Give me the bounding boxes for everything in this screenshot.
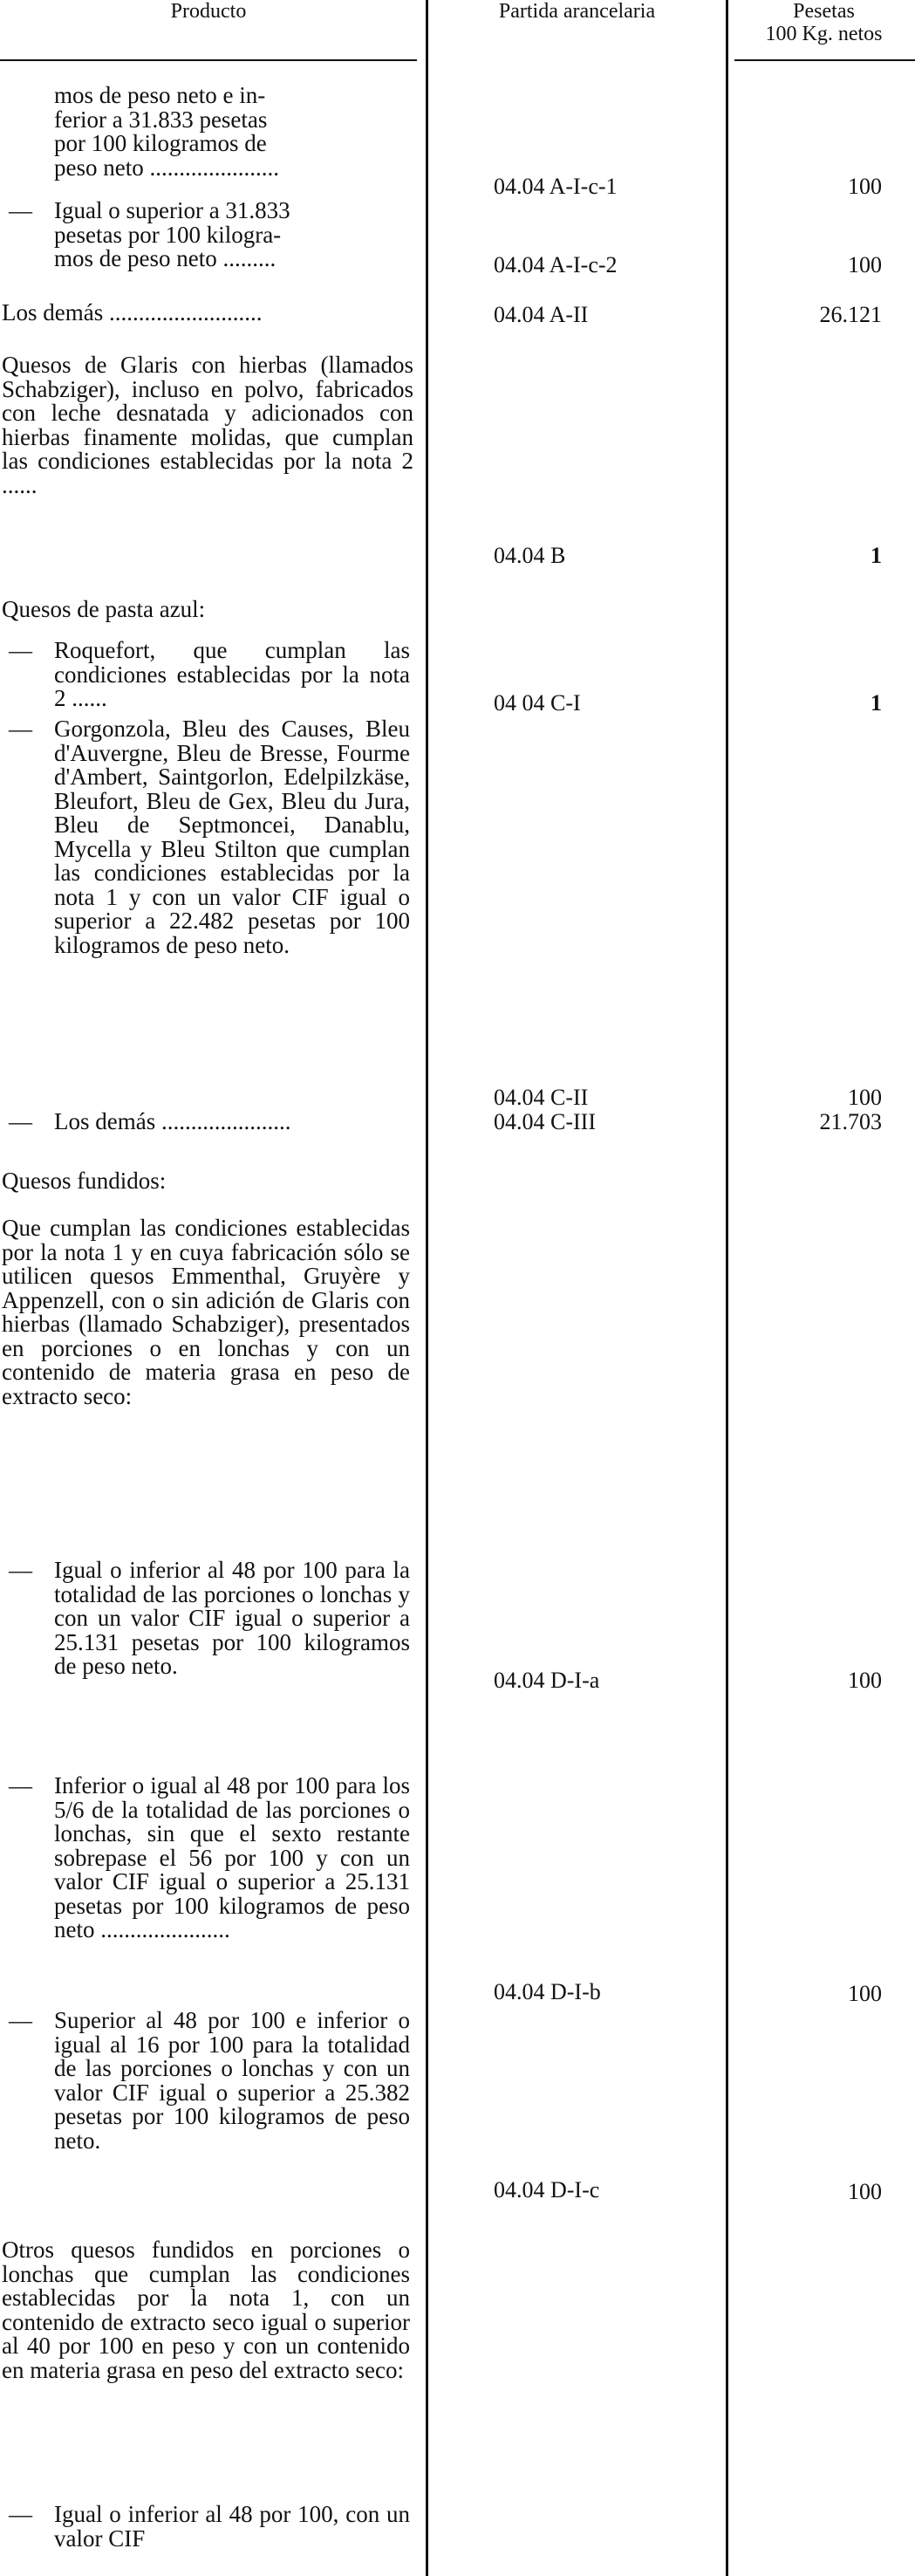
tariff-code: 04.04 A-I-c-1	[494, 174, 618, 199]
header-rate-line1: Pesetas	[793, 0, 855, 23]
dash-marker: —	[9, 637, 32, 663]
product-text: — Inferior o igual al 48 por 100 para los 5/6 de la totalidad de las porciones o lonchas, sin que el sexto restante sobrepase el 56 por 100 y con un valor CIF igual o superior a 25.131 pesetas por 100 kilogramos de peso neto ......................	[9, 1772, 410, 1942]
tariff-code: 04.04 B	[494, 543, 566, 568]
dash-marker: —	[9, 1108, 32, 1134]
dash-marker: —	[9, 2007, 32, 2033]
tariff-code: 04.04 A-II	[494, 302, 589, 327]
rate-value: 100	[848, 1668, 882, 1693]
product-text: — Gorgonzola, Bleu des Causes, Bleu d'Auvergne, Bleu de Bresse, Fourme d'Ambert, Saintgorlon, Edelpilzkäse, Bleufort, Bleu de Gex, Bleu du Jura, Bleu de Septmoncei, Danablu, Mycella y Bleu Stilton que cumplan las condiciones establecidas por la nota 1 y con un valor CIF igual o superior a 22.482 pesetas por 100 kilogramos de peso neto.	[9, 716, 410, 958]
product-text: — Los demás ......................	[9, 1108, 291, 1134]
column-divider-1	[426, 0, 428, 2576]
dash-marker: —	[9, 1772, 32, 1798]
dash-marker: —	[9, 197, 32, 223]
tariff-code: 04.04 D-I-c	[494, 2177, 600, 2203]
header-rate	[733, 0, 915, 45]
header-rate-line2: 100 Kg. netos	[765, 23, 883, 45]
header-tariff: Partida arancelaria	[498, 0, 656, 23]
product-text: mos de peso neto e in- ferior a 31.833 pesetas por 100 kilogramos de peso neto ......................	[54, 82, 279, 181]
product-text: — Igual o superior a 31.833 pesetas por 100 kilogra- mos de peso neto .........	[9, 197, 290, 271]
product-text: Otros quesos fundidos en porciones o lonchas que cumplan las condiciones establecidas por la nota 1, con un contenido de extracto seco igual o superior al 40 por 100 en peso y con un contenido en materia grasa en peso del extracto seco:	[2, 2237, 410, 2383]
tariff-code: 04.04 C-III	[494, 1109, 596, 1134]
header-product: Producto	[170, 0, 247, 23]
tariff-code: 04.04 C-II	[494, 1085, 589, 1110]
tariff-code: 04 04 C-I	[494, 690, 581, 716]
tariff-code: 04.04 D-I-b	[494, 1979, 601, 2004]
rate-value: 100	[848, 2179, 882, 2204]
header-rule-product	[0, 59, 417, 61]
tariff-code: 04.04 A-I-c-2	[494, 252, 618, 277]
rate-value: 100	[848, 174, 882, 199]
dash-marker: —	[9, 716, 32, 742]
product-text: Los demás ..........................	[2, 299, 263, 325]
product-text: Que cumplan las condiciones establecidas por la nota 1 y en cuya fabricación sólo se utilicen quesos Emmenthal, Gruyère y Appenzell, con o sin adición de Glaris con hierbas (llamado Schabziger), presentados en porciones o en lonchas y con un contenido de materia grasa en peso de extracto seco:	[2, 1215, 410, 1409]
product-text: — Superior al 48 por 100 e inferior o igual al 16 por 100 para la totalidad de las porciones o lonchas y con un valor CIF igual o superior a 25.382 pesetas por 100 kilogramos de peso neto.	[9, 2007, 410, 2154]
rate-value: 1	[871, 543, 882, 568]
product-text: — Igual o inferior al 48 por 100, con un valor CIF	[9, 2501, 410, 2552]
header-rule-rate	[734, 59, 915, 61]
product-text: — Roquefort, que cumplan las condiciones establecidas por la nota 2 ......	[9, 637, 410, 711]
rate-value: 1	[871, 690, 882, 716]
dash-marker: —	[9, 2501, 32, 2527]
dash-marker: —	[9, 1557, 32, 1583]
column-divider-2	[726, 0, 728, 2576]
rate-value: 21.703	[819, 1109, 882, 1134]
rate-value: 100	[848, 252, 882, 277]
product-text: Quesos de Glaris con hierbas (llamados Schabziger), incluso en polvo, fabricados con leche desnatada y adicionados con hierbas finamente molidas, que cumplan las condiciones establecidas por la nota 2 ......	[2, 352, 413, 498]
product-text: — Igual o inferior al 48 por 100 para la totalidad de las porciones o lonchas y con un valor CIF igual o superior a 25.131 pesetas por 100 kilogramos de peso neto.	[9, 1557, 410, 1679]
section-heading: Quesos de pasta azul:	[2, 596, 206, 622]
section-heading: Quesos fundidos:	[2, 1168, 167, 1194]
tariff-code: 04.04 D-I-a	[494, 1668, 600, 1693]
rate-value: 100	[848, 1981, 882, 2006]
rate-value: 100	[848, 1085, 882, 1110]
rate-value: 26.121	[819, 302, 882, 327]
